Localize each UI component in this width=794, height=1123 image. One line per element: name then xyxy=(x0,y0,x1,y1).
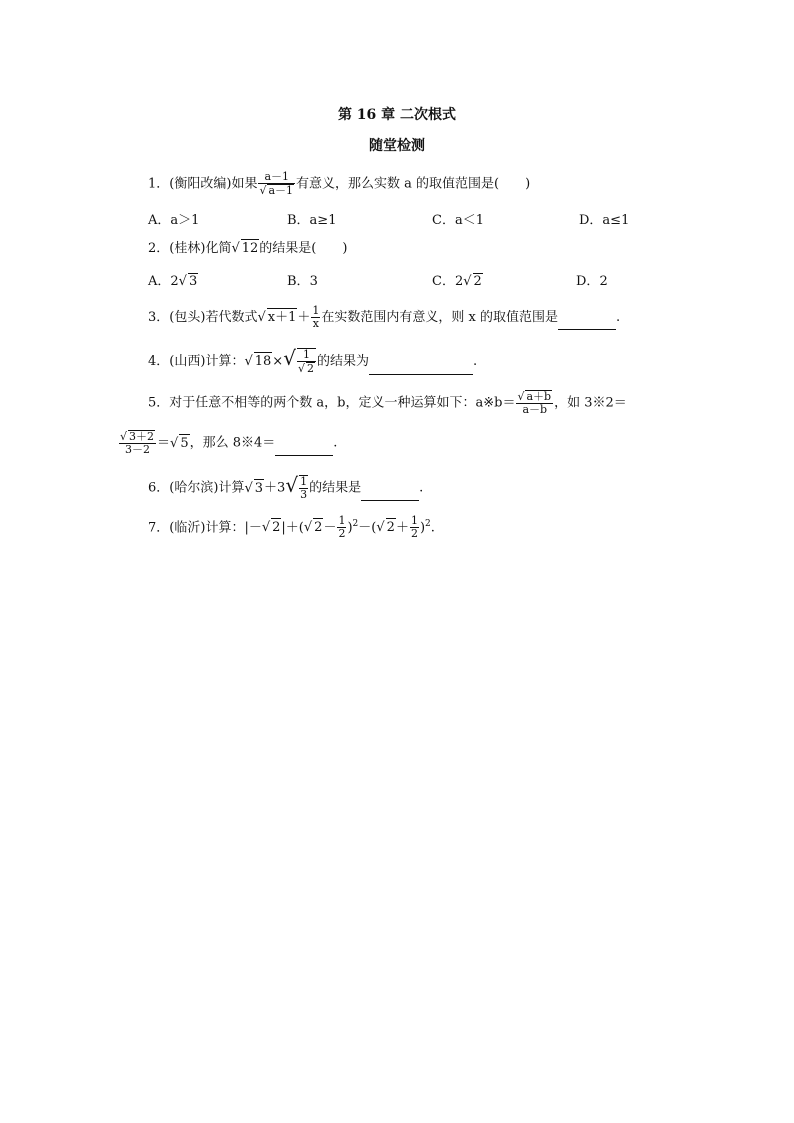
question-source: (哈尔滨) xyxy=(169,480,219,496)
fraction-denominator xyxy=(258,184,295,197)
fraction: $\frac{1}{2}$ xyxy=(410,514,418,541)
fraction xyxy=(516,390,553,416)
question-number: 2． xyxy=(148,241,170,256)
radical-sign: √ xyxy=(244,354,253,369)
question-text: 在实数范围内有意义，则 x 的取值范围是 xyxy=(321,310,558,325)
question-6: 6．(哈尔滨)计算√ 3＋3√ $\frac{1}{3}$ 的结果是 . xyxy=(148,472,424,501)
question-number: 1． xyxy=(148,176,170,192)
fraction xyxy=(119,430,156,456)
fraction-denominator: x xyxy=(312,317,319,330)
question-source: (包头) xyxy=(169,310,206,325)
question-text: 有意义，那么实数 a 的取值范围是( ) xyxy=(296,176,531,192)
question-text: 对于任意不相等的两个数 a，b，定义一种运算如下：a※b＝ xyxy=(169,395,516,411)
question-2 xyxy=(148,239,347,258)
question-number: 7． xyxy=(148,520,170,536)
question-text: 计算 xyxy=(218,480,245,496)
radicand: 5 xyxy=(180,435,189,451)
answer-blank[interactable] xyxy=(275,441,333,456)
question-text: 的结果为 xyxy=(316,354,369,369)
question-source: (桂林) xyxy=(169,241,206,256)
section-title: 随堂检测 xyxy=(369,138,425,154)
question-source: (山西) xyxy=(169,354,206,369)
question-3: 3．(包头)若代数式√ x＋1＋ $\frac{1}{x}$ 在实数范围内有意义，则 x 的取值范围是 . xyxy=(148,304,621,330)
option-c: C．2√ 2 xyxy=(432,274,482,289)
answer-blank[interactable] xyxy=(369,360,473,375)
radicand: a－1 xyxy=(268,184,294,197)
question-text: 计算： xyxy=(205,520,245,536)
fraction-numerator: √ a＋b xyxy=(517,390,552,403)
fraction-numerator: √ 3＋2 xyxy=(120,430,155,443)
fraction-numerator: 1 xyxy=(300,475,308,488)
question-text: 如果 xyxy=(231,176,258,192)
option-c: C．a＜1 xyxy=(432,213,484,228)
question-text: 化简 xyxy=(205,241,232,256)
question-text: 若代数式 xyxy=(205,310,258,325)
fraction: $\frac{1}{2}$ xyxy=(338,514,346,541)
fraction xyxy=(258,171,295,197)
radical-sign: √ xyxy=(283,346,296,370)
answer-blank[interactable] xyxy=(558,315,616,330)
option-d: D．2 xyxy=(576,274,608,289)
radical-sign: √ xyxy=(231,241,240,256)
question-source: (衡阳改编) xyxy=(169,176,232,192)
question-5-line-2: $\frac{√ 3+2}{3-2}$ ＝√ 5，那么 8※4＝ . xyxy=(120,430,338,456)
fraction-numerator: 1 xyxy=(312,304,320,317)
fraction-denominator: 3 xyxy=(300,488,308,501)
radicand: x＋1 xyxy=(267,310,297,325)
option-d: D．a≤1 xyxy=(579,213,630,228)
question-text: ，如 3※2＝ xyxy=(554,395,627,411)
fraction-denominator: 3－2 xyxy=(125,443,150,456)
radical-sign: √ xyxy=(257,310,266,325)
question-5-line-1 xyxy=(148,390,627,416)
radical-sign: √ xyxy=(244,480,253,496)
fraction xyxy=(311,305,320,330)
option-b: B．a≥1 xyxy=(287,213,337,228)
question-text: 计算： xyxy=(205,354,245,369)
question-source: (临沂) xyxy=(169,520,206,536)
question-text: 的结果是 xyxy=(309,480,362,496)
radical-sign: √ xyxy=(170,435,179,451)
question-number: 5． xyxy=(148,395,170,411)
question-4: 4．(山西)计算：√ 18×√ $\frac{1}{√ 2}$ 的结果为 . xyxy=(148,346,478,375)
answer-blank[interactable] xyxy=(361,486,419,501)
option-b: B．3 xyxy=(287,274,318,289)
radicand: 3 xyxy=(254,480,264,496)
fraction-denominator: a－b xyxy=(522,403,548,416)
radicand: 12 xyxy=(241,241,259,256)
option-a: A．a＞1 xyxy=(148,213,200,228)
radicand: 18 xyxy=(254,354,272,369)
question-1 xyxy=(148,171,530,197)
question-number: 3． xyxy=(148,310,170,325)
radical-sign: √ xyxy=(259,184,267,197)
fraction-denominator: √ 2 xyxy=(297,362,314,375)
question-number: 6． xyxy=(148,480,170,496)
option-a: A．2√ 3 xyxy=(148,274,198,289)
question-text: 的结果是( ) xyxy=(259,241,348,256)
question-text: ，那么 8※4＝ xyxy=(189,435,276,451)
question-7: 7．(临沂)计算：|－√ 2|＋(√ 2－ $\frac{1}{2}$ )$^2$－(√ 2＋ $\frac{1}{2}$ )$^2$. xyxy=(148,514,435,541)
fraction-numerator: 1 xyxy=(297,349,316,362)
chapter-title: 第 16 章 二次根式 xyxy=(337,107,457,123)
fraction xyxy=(299,475,308,501)
radical-sign: √ xyxy=(285,472,299,497)
question-number: 4． xyxy=(148,354,170,369)
fraction-numerator: a－1 xyxy=(258,171,295,184)
fraction xyxy=(297,348,316,375)
